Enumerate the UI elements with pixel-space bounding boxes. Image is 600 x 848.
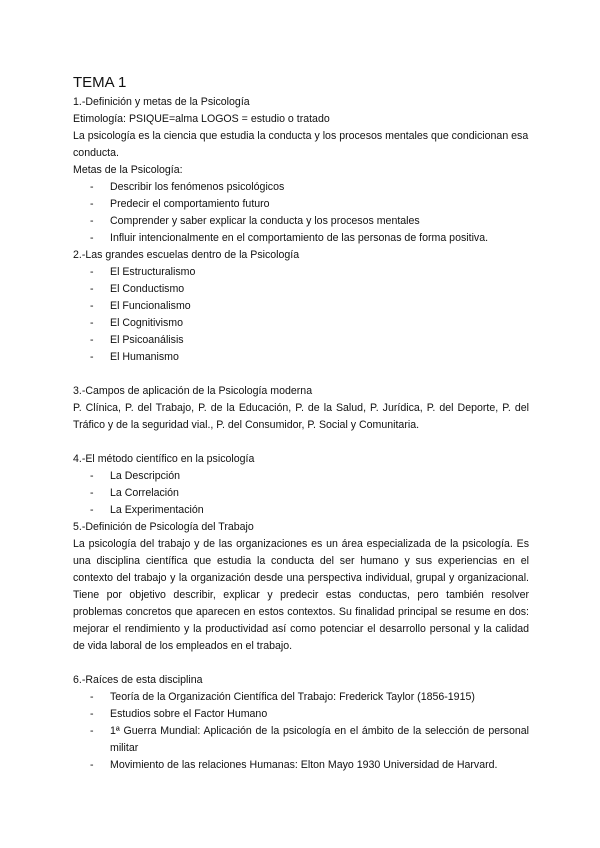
work-psychology-definition: La psicología del trabajo y de las organizaciones es un área especializada de la psicología. Es una disciplina científica que estudia la conducta del ser humano y sus experiencias en el contexto del trabajo y la organización desde una perspectiva individual, grupal y organizacional. Tiene por objetivo describir, explicar y predecir estas conductas, pero también resolver problemas concretos que aparecen en estos contextos. Su finalidad principal se resume en dos: mejorar el rendimiento y la productividad así como potenciar el desarrollo personal y la calidad de vida laboral de los empleados en el trabajo. (73, 538, 529, 652)
list-dash: - (90, 725, 94, 737)
list-item: - Comprender y saber explicar la conducta y los procesos mentales (73, 213, 529, 230)
list-item: - El Cognitivismo (73, 315, 529, 332)
list-dash: - (90, 266, 94, 278)
list-dash: - (90, 351, 94, 363)
list-dash: - (90, 504, 94, 516)
list-dash: - (90, 317, 94, 329)
schools-list (73, 264, 529, 366)
section-2-heading: 2.-Las grandes escuelas dentro de la Psicología (73, 249, 300, 261)
list-item: - Estudios sobre el Factor Humano (73, 706, 529, 723)
section-4-heading: 4.-El método científico en la psicología (73, 453, 255, 465)
list-item: - El Estructuralismo (73, 264, 529, 281)
page-title: TEMA 1 (73, 74, 127, 91)
list-item: - El Psicoanálisis (73, 332, 529, 349)
list-dash: - (90, 181, 94, 193)
list-item: - La Descripción (73, 468, 529, 485)
list-item: - El Humanismo (73, 349, 529, 366)
goals-label: Metas de la Psicología: (73, 164, 183, 176)
list-dash: - (90, 759, 94, 771)
spacer (73, 655, 529, 672)
section-6-heading: 6.-Raíces de esta disciplina (73, 674, 203, 686)
list-dash: - (90, 487, 94, 499)
section-3-heading: 3.-Campos de aplicación de la Psicología moderna (73, 385, 313, 397)
list-dash: - (90, 232, 94, 244)
list-item: - Describir los fenómenos psicológicos (73, 179, 529, 196)
section-5-heading: 5.-Definición de Psicología del Trabajo (73, 521, 254, 533)
list-item: - Influir intencionalmente en el comportamiento de las personas de forma positiva. (73, 230, 529, 247)
section-1-heading: 1.-Definición y metas de la Psicología (73, 96, 250, 108)
list-dash: - (90, 300, 94, 312)
document-content (73, 73, 529, 774)
list-dash: - (90, 283, 94, 295)
roots-list (73, 689, 529, 774)
list-dash: - (90, 334, 94, 346)
list-item: - El Funcionalismo (73, 298, 529, 315)
spacer (73, 434, 529, 451)
list-item: - 1ª Guerra Mundial: Aplicación de la psicología en el ámbito de la selección de personal militar (90, 725, 529, 754)
list-item: - La Experimentación (73, 502, 529, 519)
application-fields: P. Clínica, P. del Trabajo, P. de la Educación, P. de la Salud, P. Jurídica, P. del Deporte, P. del Tráfico y de la seguridad vial., P. del Consumidor, P. Social y Comunitaria. (73, 402, 529, 431)
method-list (73, 468, 529, 519)
list-dash: - (90, 470, 94, 482)
goals-list (73, 179, 529, 247)
list-dash: - (90, 708, 94, 720)
list-item: - El Conductismo (73, 281, 529, 298)
list-dash: - (90, 215, 94, 227)
etymology-line: Etimología: PSIQUE=alma LOGOS = estudio o tratado (73, 113, 330, 125)
list-item: - Predecir el comportamiento futuro (73, 196, 529, 213)
list-item: - Teoría de la Organización Científica del Trabajo: Frederick Taylor (1856-1915) (73, 689, 529, 706)
list-item: - Movimiento de las relaciones Humanas: Elton Mayo 1930 Universidad de Harvard. (73, 757, 529, 774)
list-item: - La Correlación (73, 485, 529, 502)
list-dash: - (90, 198, 94, 210)
spacer (73, 366, 529, 383)
psychology-definition: La psicología es la ciencia que estudia la conducta y los procesos mentales que condicionan esa conducta. (73, 130, 529, 159)
list-dash: - (90, 691, 94, 703)
